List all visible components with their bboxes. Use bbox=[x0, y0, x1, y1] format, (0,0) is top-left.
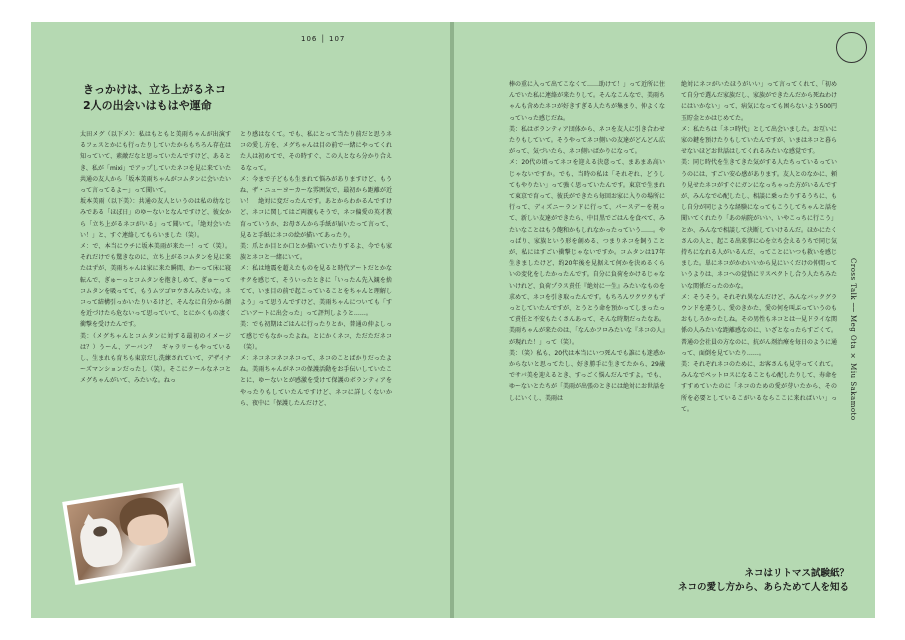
left-body-column-2: とり感はなくて。でも、私にとって当たり前だと思うネコの愛し方を、メグちゃんは目の前で一緒にやってくれた人は初めてで、その時すぐ、この人となら分かり合えるなって。 メ：今まで子どもも生まれて悩みがありますけど、もうね、ザ・ニューヨーカーな雰囲気で、最初から距離が近い！ 絶対に変だったんです。あとからわかるんですけど、ネコに関してはご両親もそうで、ネコ偏愛の英才教育っていうか、お母さんから手紙が届いたって言って、見ると手紙にネコの絵が描いてあったり。 美：爪とか目とか口とか描いていたりするよ、今でも家族とネコと一緒にいて。 メ：私は地震を超えたものを見ると時代アートだとかなサクを感じて、そういったときに「いったん先入観を捨てて、いま目の前で起こっていることをちゃんと理解しよう」って思うんですけど、美雨ちゃんについても「すごいアートに出会った」って評判しようと……。 美：でも初期はごはんに行ったりとか、普通の仲よしって感じでもなかったよね。とにかくネコ、ただただネコ（笑）。 メ：ネコネコネコネコって、ネコのことばかりだったよね。美雨ちゃんがネコの保護活動をお手伝いしていたことに、ゆーないとが感激を受けて保護のボランティアをやったりもしていたんですけど、ネコに詳しくないから、夜中に「保護したんだけど、 bbox=[240, 131, 392, 407]
page-numbers: 106 │ 107 bbox=[301, 35, 346, 43]
right-page bbox=[454, 22, 875, 618]
section-subheading: ネコはリトマス試験紙？ ネコの愛し方から、あらためて人を知る bbox=[677, 568, 849, 593]
right-body-column-2: 絶対にネコがいたほうがいい」って言ってくれて、「初めて自分で選んだ家族だし、家族ができたんだから死ねわけにはいかない」って、病気になっても困らないよう500円玉貯金とかはじめてた。 メ：私たちは「ネコ時代」として出会いました。お互いに家の鍵を預けたりもしていたんですが、いまはネコと暮らせないほどお世話はしてくれるみたいな感覚です。 美：同じ時代を生きてきた気がする人たちっているっていうのには、すごい安心感があります。友人とのなかに、頼り見せたネコがすぐにガンになっちゃった方がいるんですが、みんなで心配したし、相談に乗ったりするうちに、もし自分が同じような経験になってもこうしてちゃんと話を聞いてくれたり「あの病院がいい、いやこっちに行こう」とか、みんなで相談して決断していけるんだ。ほかにたくさんの人と、起こる出来事に心を立ち会えるうちで同じ気持ちになれる人がいるんだ、ってことにいつも救いを感じました。単にネコがかわいいから見にいくだけの仲間っていうよりは、ネコへの覚悟にリスペクトし合う人たちみたいな関係だったのかな。 メ：そうそう。それぞれ異なんだけど、みんなバックグラウンドを違うし、愛のきかた、愛の何を叫ぶっていうのもおもしろかったしね。その男性もネコとは一見ドライな関係の人みたいな距離感なのに、いざとなったらすごくて。普通の会社員の方なのに、抗がん剤治療を毎日のように通って、面倒を見ていたり……。 美：それぞれネコのために、お客さんも見守ってくれて。みんなでペットロスになることも心配したりして、寿命をすすめていたのに「ネコのための愛が芽いたから、その所を必要としているこがいるならここに来ればいい」って。 bbox=[681, 81, 838, 413]
right-body-column-1: 棒の重に入って出てこなくて……助けて！」って近所に住んでいた私に連絡が来たりして。そんなこんなで、美雨ちゃんも含めたネコが好きすぎる人たちが集まり、仲よくなっていった感じだね。 美：私はボランティア団体から、ネコを友人に引き合わせたりもしていて。そうやってネコ側いの友達がどんどん広がって、気づいたら、ネコ側いばかりになって。 メ：20代の頃ってネコを迎える決意って、まあまあ高いじゃないですか。でも、当時の私は「それぞれ、どうしてもやりたい」って強く思っていたんです。東京で生まれて東京で育って、彼氏ができたら毎回お家に入りの場所に行って、ディズニーランドに行って、パースデーを祝って、新しい友達ができたら、中目黒でごはんを食べて、みたいなことはもう飽和かもしれなかったっていう……。やっぱり、家族という形を創める、つまりネコを飼うことが、私にはすごい衝撃じゃないですか。コムタンは17年生きましたけど、約20年後を見据えて何かを決めるくらいの変化をしたかったんです。自分に負荷をかけるじゃないけれど、負荷プラス責任『絶対に一生』みたいなものを求めて、ネコを引き取ったんです。もちろんワクワクもずっとしていたんですが、とうとう命を預かってしまったって責任と不安もたくさんあって、そんな時期だったなあ。美雨ちゃんが来たのは、「なんかフロみたいな『ネコの人』が現れた！」って（笑）。 美：（笑）私も、20代は本当にいつ死んでも誰にも迷惑かからないと思ってたし、好き勝手に生きてたから、29歳でサバ美を迎えるとき、すっごく悩んだんですよ。でも、ゆーないとたちが「美雨が出張のときには絶対にお世話をしにいくし、美雨は bbox=[509, 81, 666, 402]
photo-image bbox=[67, 488, 191, 581]
vertical-credit: Cross Talk ── Meg Ota × Miu Sakamoto bbox=[849, 258, 857, 421]
article-heading: きっかけは、立ち上がるネコ 2人の出会いはもはや運命 bbox=[83, 83, 226, 112]
cat-photo bbox=[62, 483, 196, 585]
cat-figure bbox=[77, 516, 124, 570]
magazine-logo-icon bbox=[836, 32, 867, 63]
left-body-column-1: 太田メグ（以下メ）：私はもともと美雨ちゃんが出演するフェスとかにも行ったりしていたからもちろん存在は知っていて、素敵だなと思っていたんですけど、あるとき、私が「mixi」でアップしていたネコを見に来ていた共通の友人から「坂本美雨ちゃんがコムタンに会いたいって言ってるよー」って聞いて。 坂本美雨（以下美）：共通の友人というのは私の幼なじみである「ほぼ日」のゆーないとなんですけど、彼女から「立ち上がるネコがいる」って聞いて。「絶対会いたい！」と、すぐ連絡してもらいました（笑）。 メ：で、本当にウチに坂本美雨が来た一！って（笑）。それだけでも驚きなのに、立ち上がるコムタンを見に来たはずが、美雨ちゃんは家に来た瞬間、わーって床に寝転んで、ぎゅーっとコムタンを抱きしめて、ぎゅーってコムタンを吸ってて、もうムツゴロウさんみたいな。ネコって結構引っかいたりいるけど、そんなに自分から顔を近づけたら危ないって思っていて、とにかくもの凄く衝撃を受けたんです。 美：（メグちゃんとコムタンに対する最初のイメージは？）うーん、アーバン？ ギャラリーもやっているし、生まれも育ちも東京だし洗練されていて、デザイナーズマンションだったし（笑）。そこにクールなネコとメグちゃんがいて、みたいな。ねっ bbox=[80, 131, 231, 385]
left-page bbox=[31, 22, 450, 618]
